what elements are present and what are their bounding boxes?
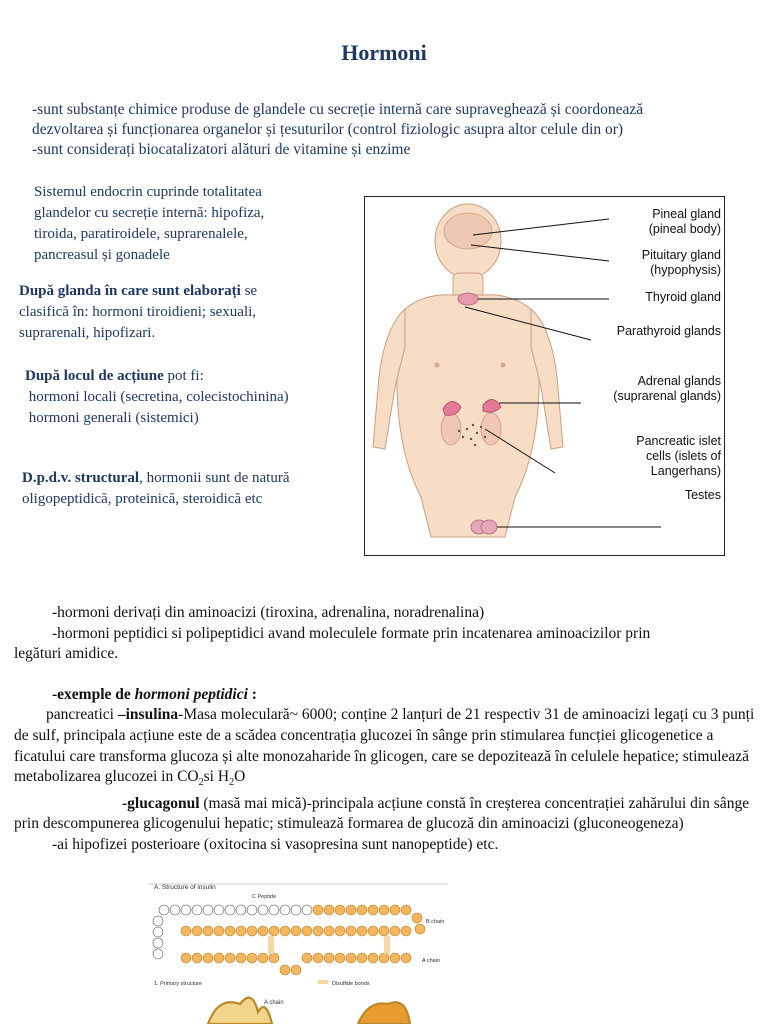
page-title: Hormoni (341, 40, 427, 65)
action-class-line: hormoni locali (secretina, colecistochinina) (25, 389, 289, 405)
primary-structure-label: 1. Primary structure (154, 981, 202, 987)
amino-derived-line: -hormoni derivați din aminoacizi (tiroxina, adrenalina, noradrenalina) (52, 604, 485, 621)
endocrine-line: Sistemul endocrin cuprinde totalitatea (34, 184, 262, 200)
examples-heading-italic: hormoni peptidici (134, 685, 248, 703)
glucagon-description: (masă mai mică)-principala acțiune constă în creșterea concentrației zahărului din sânge prin descompunerea glicogenului hepatic; stimulează formarea de glucoză din aminoacizi (gluconeogeneza) (14, 794, 750, 833)
insulin-prefix: pancreatici (46, 706, 118, 724)
b-chain-label: B chain (426, 919, 445, 925)
figure-labels (609, 207, 721, 503)
lower-text (14, 603, 759, 856)
action-class-line: hormoni generali (sistemici) (25, 410, 199, 426)
intro-line: dezvoltarea și funcționarea organelor și țesuturilor (control fiziologic asupra altor celule din or) (32, 121, 624, 138)
pituitary-hormones-line: -ai hipofizei posterioare (oxitocina si vasopresina sunt nanopeptide) etc. (52, 836, 499, 854)
gland-classification (19, 281, 257, 344)
thyroid-label: Thyroid gland (645, 290, 721, 304)
intro-line: -sunt considerați biocatalizatori alături de vitamine și enzime (32, 141, 411, 158)
gland-class-line: clasifică în: hormoni tiroidieni; sexuali, (19, 304, 257, 320)
action-class-heading: După locul de acțiune (25, 368, 164, 384)
structural-class-line: oligopeptidică, proteinică, steroidică etc (22, 491, 263, 507)
islet-label-3: Langerhans) (650, 464, 721, 478)
structural-classification (22, 468, 289, 510)
endocrine-line: glandelor cu secreție internă: hipofiza, (34, 205, 265, 221)
insulin-description: -Masa moleculară~ 6000; conține 2 lanțuri de 21 respectiv 31 de aminoacizi legați cu 3 punți de sulf, principala acțiune este de a scădea concentrația glucozei în sânge prin stimularea funcției glicogenetice a ficatului care transforma glucoza și alte monozaharide în glicogen, care se depozitează în celulele hepatice; stimulează metabolizarea glucozei in CO (14, 706, 755, 786)
action-class-rest: pot fi: (163, 368, 204, 384)
endocrine-figure (364, 196, 725, 556)
intro-text (32, 100, 762, 160)
islet-label: Pancreatic islet (636, 434, 721, 448)
action-classification (25, 366, 289, 429)
peptide-line-2: legături amidice. (14, 645, 119, 663)
islet-label-2: cells (islets of (645, 449, 721, 463)
endocrine-line: pancreasul și gonadele (34, 247, 170, 263)
gland-class-rest: se (240, 283, 258, 299)
adrenal-label: Adrenal glands (637, 374, 721, 388)
testes-label: Testes (684, 488, 721, 502)
examples-heading: -exemple de (52, 685, 135, 703)
examples-colon: : (247, 685, 257, 703)
pineal-label-2: (pineal body) (648, 222, 721, 236)
insulin-o: O (234, 768, 246, 786)
structural-class-heading: D.p.d.v. structural (22, 470, 140, 486)
intro-line: -sunt substanțe chimice produse de glandele cu secreție internă care supraveghează și coordonează (32, 101, 644, 118)
insulin-structure-figure (148, 878, 448, 1024)
endocrine-paragraph (34, 182, 264, 266)
insulin-term: –insulina (117, 706, 179, 724)
gland-class-heading: După glanda în care sunt elaborați (19, 283, 241, 299)
c-peptide-label: C Peptide (252, 894, 277, 900)
glucagon-term: -glucagonul (122, 794, 200, 812)
a-chain-ribbon-label: A chain (264, 1000, 284, 1006)
disulfide-label: Disulfide bonds (332, 981, 370, 987)
insulin-si: si H (203, 768, 230, 786)
adrenal-label-2: (suprarenal glands) (613, 389, 721, 403)
structural-class-rest: , hormonii sunt de natură (139, 470, 290, 486)
gland-class-line: suprarenali, hipofizari. (19, 325, 156, 341)
co2-subscript: 2 (198, 777, 204, 789)
a-chain-label: A chain (421, 958, 440, 964)
pineal-label: Pineal gland (652, 207, 721, 221)
insulin-title: A. Structure of insulin (154, 884, 216, 891)
h2o-subscript: 2 (229, 777, 235, 789)
pituitary-label-2: (hypophysis) (650, 263, 721, 277)
parathyroid-label: Parathyroid glands (616, 324, 721, 338)
insulin-diagram (148, 878, 448, 1024)
endocrine-line: tiroida, paratiroidele, suprarenalele, (34, 226, 248, 242)
peptide-line: -hormoni peptidici si polipeptidici avand moleculele formate prin incatenarea aminoacizilor prin (52, 624, 651, 642)
pituitary-label: Pituitary gland (641, 248, 721, 262)
